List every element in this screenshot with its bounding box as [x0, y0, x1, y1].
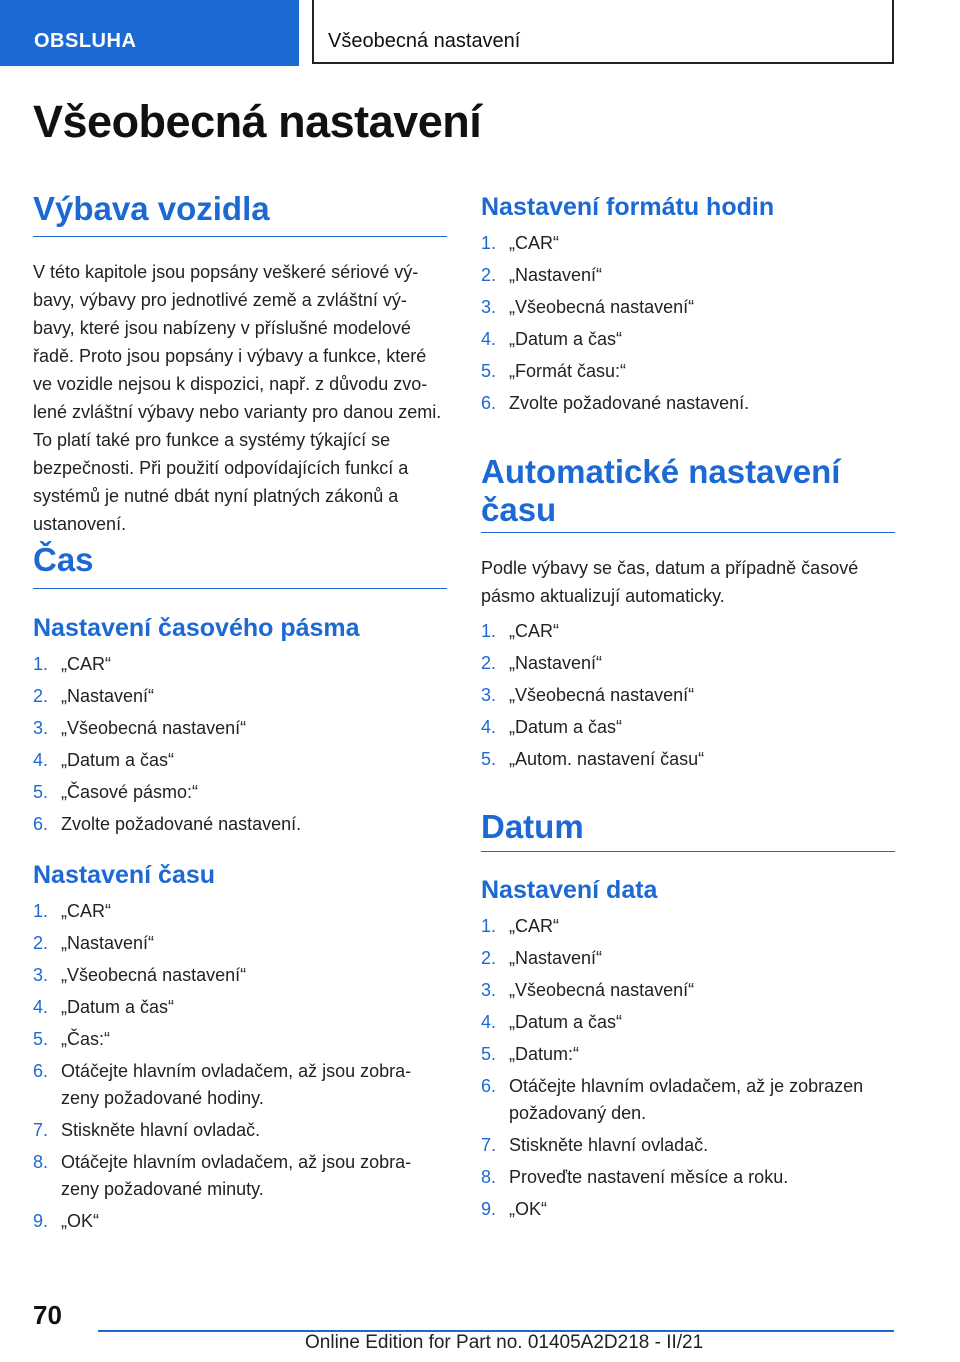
step-text: „CAR“: [61, 901, 111, 921]
list-item: [481, 977, 895, 1004]
step-number: 2.: [33, 933, 49, 953]
list-item: [33, 1208, 447, 1235]
step-text: „Datum a čas“: [61, 750, 175, 770]
step-text: „Formát času:“: [509, 361, 627, 381]
step-number: 8.: [33, 1152, 49, 1172]
step-text: Zvolte požadované nastavení.: [509, 393, 750, 413]
step-number: 5.: [481, 1044, 497, 1064]
list-item: [33, 715, 447, 742]
step-text: „Čas:“: [61, 1029, 110, 1049]
step-number: 2.: [33, 686, 49, 706]
list-item: [481, 326, 895, 353]
vybava-paragraph: V této kapitole jsou popsány veškeré sériové vý-bavy, výbavy pro jednotlivé země a zvláštní vý-bavy, které jsou nabízeny v příslušné modelové řadě. Proto jsou popsány i výbavy a funkce, které ve vozidle nejsou k dispozici, např. z důvodu zvo-lené zvláštní výbavy nebo varianty pro danou zemi. To platí také pro funkce a systémy týkající se bezpečnosti. Při použití odpovídajících funkcí a systémů je nutné dbát nyní platných zákonů a ustanovení.: [33, 262, 442, 534]
heading-date-set: Nastavení data: [481, 876, 658, 904]
step-text: Proveďte nastavení měsíce a roku.: [509, 1167, 789, 1187]
step-text: „Datum a čas“: [509, 329, 623, 349]
step-text: „Nastavení“: [61, 686, 155, 706]
list-item: [481, 945, 895, 972]
list-item: [481, 294, 895, 321]
step-text: Otáčejte hlavním ovladačem, až jsou zobra-zeny požadované minuty.: [61, 1152, 412, 1199]
heading-vybava-vozidla: Výbava vozidla: [33, 190, 447, 237]
heading-cas: Čas: [33, 541, 447, 589]
step-number: 1.: [481, 916, 497, 936]
footer-edition: Online Edition for Part no. 01405A2D218 - II/21: [305, 1332, 704, 1353]
auto-time-paragraph: Podle výbavy se čas, datum a případně časové pásmo aktualizují automaticky.: [481, 558, 859, 606]
step-number: 3.: [481, 297, 497, 317]
header-title: Všeobecná nastavení: [312, 0, 894, 64]
list-item: [33, 1117, 447, 1144]
list-item: [33, 683, 447, 710]
heading-datum: Datum: [481, 808, 895, 852]
list-item: [481, 650, 895, 677]
step-text: „Všeobecná nastavení“: [509, 685, 695, 705]
time-zone-steps: [33, 651, 447, 843]
list-item: [33, 811, 447, 838]
time-set-steps: [33, 898, 447, 1240]
step-text: „Nastavení“: [509, 653, 603, 673]
step-text: „Datum a čas“: [509, 717, 623, 737]
step-number: 3.: [33, 718, 49, 738]
step-text: Zvolte požadované nastavení.: [61, 814, 302, 834]
step-number: 7.: [481, 1135, 497, 1155]
list-item: [33, 930, 447, 957]
heading-time-format: Nastavení formátu hodin: [481, 193, 775, 221]
step-text: „Datum a čas“: [509, 1012, 623, 1032]
list-item: [481, 1041, 895, 1068]
step-number: 7.: [33, 1120, 49, 1140]
step-number: 4.: [33, 997, 49, 1017]
step-number: 3.: [481, 685, 497, 705]
heading-time-set: Nastavení času: [33, 861, 216, 889]
auto-time-steps: [481, 618, 895, 778]
step-text: „Časové pásmo:“: [61, 782, 199, 802]
step-text: „OK“: [61, 1211, 99, 1231]
step-number: 6.: [33, 814, 49, 834]
step-number: 5.: [481, 361, 497, 381]
list-item: [481, 913, 895, 940]
page-title: Všeobecná nastavení: [33, 96, 482, 147]
step-text: „OK“: [509, 1199, 547, 1219]
step-number: 5.: [481, 749, 497, 769]
step-number: 6.: [481, 393, 497, 413]
step-number: 8.: [481, 1167, 497, 1187]
step-text: „CAR“: [509, 621, 559, 641]
list-item: [481, 1164, 895, 1191]
list-item: [481, 262, 895, 289]
list-item: [481, 618, 895, 645]
page-number: 70: [33, 1300, 62, 1330]
list-item: [481, 682, 895, 709]
step-number: 3.: [481, 980, 497, 1000]
list-item: [33, 994, 447, 1021]
list-item: [481, 714, 895, 741]
list-item: [481, 746, 895, 773]
step-number: 6.: [481, 1076, 497, 1096]
step-number: 3.: [33, 965, 49, 985]
list-item: [33, 1149, 447, 1203]
list-item: [481, 230, 895, 257]
list-item: [33, 898, 447, 925]
step-text: „CAR“: [61, 654, 111, 674]
step-text: Otáčejte hlavním ovladačem, až jsou zobra-zeny požadované hodiny.: [61, 1061, 412, 1108]
chapter-tab: OBSLUHA: [0, 0, 299, 66]
step-number: 2.: [481, 948, 497, 968]
list-item: [481, 1073, 895, 1127]
list-item: [33, 962, 447, 989]
step-text: „CAR“: [509, 916, 559, 936]
step-number: 2.: [481, 265, 497, 285]
heading-time-zone: Nastavení časového pásma: [33, 614, 360, 642]
step-text: Stiskněte hlavní ovladač.: [509, 1135, 709, 1155]
step-number: 1.: [33, 654, 49, 674]
time-format-steps: [481, 230, 895, 422]
step-text: „Nastavení“: [61, 933, 155, 953]
step-text: „Všeobecná nastavení“: [61, 965, 247, 985]
step-number: 1.: [481, 233, 497, 253]
step-number: 6.: [33, 1061, 49, 1081]
step-text: „CAR“: [509, 233, 559, 253]
step-number: 9.: [33, 1211, 49, 1231]
step-number: 5.: [33, 1029, 49, 1049]
step-text: Stiskněte hlavní ovladač.: [61, 1120, 261, 1140]
page-header: [0, 0, 960, 66]
step-text: „Nastavení“: [509, 265, 603, 285]
step-number: 4.: [481, 1012, 497, 1032]
list-item: [481, 1009, 895, 1036]
step-number: 1.: [481, 621, 497, 641]
step-number: 1.: [33, 901, 49, 921]
step-text: Otáčejte hlavním ovladačem, až je zobrazen požadovaný den.: [509, 1076, 864, 1123]
list-item: [33, 747, 447, 774]
step-number: 2.: [481, 653, 497, 673]
date-set-steps: [481, 913, 895, 1228]
list-item: [481, 390, 895, 417]
step-number: 4.: [481, 717, 497, 737]
list-item: [481, 1132, 895, 1159]
list-item: [481, 358, 895, 385]
list-item: [481, 1196, 895, 1223]
step-number: 9.: [481, 1199, 497, 1219]
step-text: „Všeobecná nastavení“: [61, 718, 247, 738]
list-item: [33, 1026, 447, 1053]
list-item: [33, 651, 447, 678]
list-item: [33, 1058, 447, 1112]
heading-auto-time: Automatické nastavení času: [481, 453, 895, 533]
step-text: „Autom. nastavení času“: [509, 749, 705, 769]
step-text: „Všeobecná nastavení“: [509, 297, 695, 317]
step-number: 4.: [33, 750, 49, 770]
step-number: 4.: [481, 329, 497, 349]
step-number: 5.: [33, 782, 49, 802]
step-text: „Datum:“: [509, 1044, 580, 1064]
step-text: „Datum a čas“: [61, 997, 175, 1017]
step-text: „Všeobecná nastavení“: [509, 980, 695, 1000]
list-item: [33, 779, 447, 806]
step-text: „Nastavení“: [509, 948, 603, 968]
